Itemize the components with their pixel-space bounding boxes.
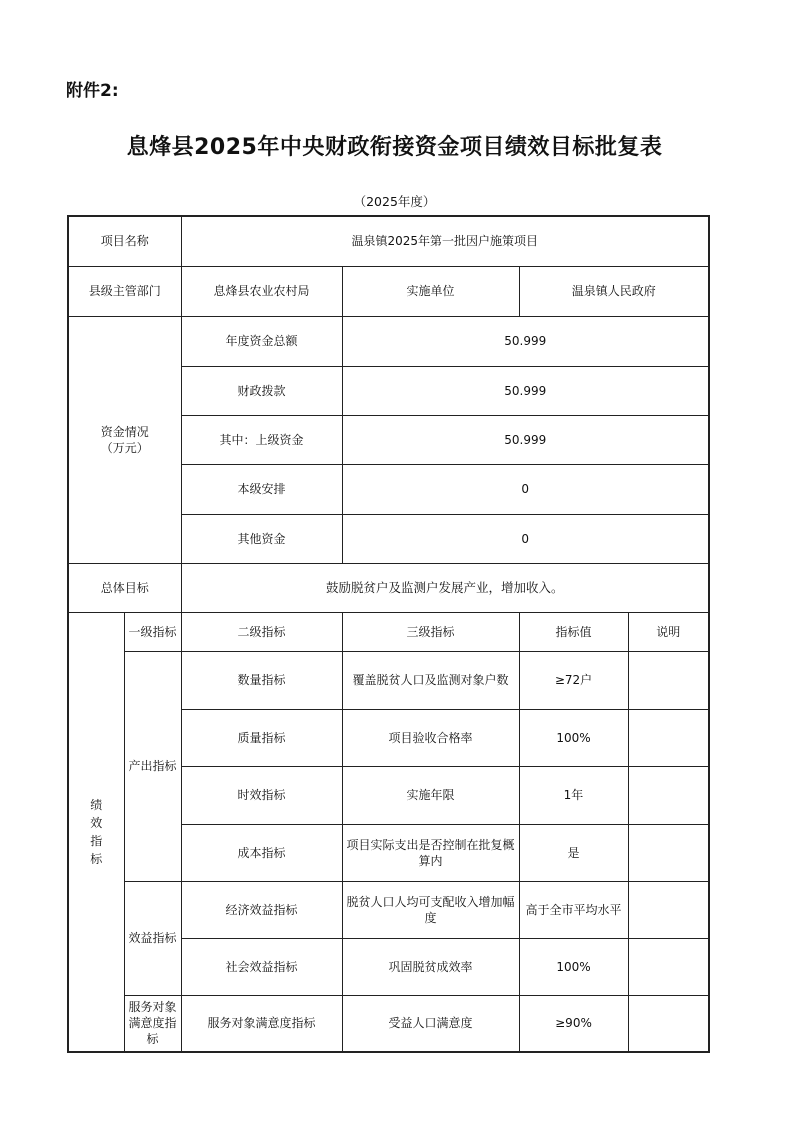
level3-cell: 覆盖脱贫人口及监测对象户数: [342, 651, 519, 709]
document-title: 息烽县2025年中央财政衔接资金项目绩效目标批复表: [126, 135, 663, 160]
overall-goal-row: [68, 563, 709, 612]
level2-cell: 经济效益指标: [181, 881, 342, 938]
indicator-value: ≥72户: [519, 651, 628, 709]
indicator-note: [628, 824, 709, 881]
implementing-unit-value: 温泉镇人民政府: [519, 266, 709, 316]
indicator-value: 1年: [519, 766, 628, 824]
fund-row-label: 其他资金: [181, 514, 342, 563]
overall-goal-value: 鼓励脱贫户及监测户发展产业，增加收入。: [181, 563, 709, 612]
indicator-value: 高于全市平均水平: [519, 881, 628, 938]
fund-row-label: 财政拨款: [181, 366, 342, 415]
fund-row-label: 年度资金总额: [181, 316, 342, 366]
implementing-unit-label: 实施单位: [342, 266, 519, 316]
level3-cell: 脱贫人口人均可支配收入增加幅度: [342, 881, 519, 938]
indicator-note: [628, 881, 709, 938]
performance-indicators-label: 绩效指标: [68, 612, 124, 1052]
fund-row-value: 50.999: [342, 366, 709, 415]
fiscal-year: （2025年度）: [353, 194, 436, 209]
indicator-note: [628, 766, 709, 824]
indicator-row: [68, 995, 709, 1052]
department-label: 县级主管部门: [68, 266, 181, 316]
level3-cell: 项目验收合格率: [342, 709, 519, 766]
attachment-label: 附件2:: [66, 81, 119, 101]
fund-row-label: 其中：上级资金: [181, 415, 342, 464]
overall-goal-label: 总体目标: [68, 563, 181, 612]
output-indicators-label: 产出指标: [124, 651, 181, 881]
fund-row-value: 0: [342, 514, 709, 563]
level3-cell: 实施年限: [342, 766, 519, 824]
project-name-value: 温泉镇2025年第一批因户施策项目: [181, 216, 709, 266]
indicator-value: 100%: [519, 938, 628, 995]
level3-cell: 受益人口满意度: [342, 995, 519, 1052]
value-header: 指标值: [519, 612, 628, 651]
level2-cell: 服务对象满意度指标: [181, 995, 342, 1052]
level3-header: 三级指标: [342, 612, 519, 651]
fund-row-value: 0: [342, 464, 709, 514]
level2-cell: 质量指标: [181, 709, 342, 766]
level3-cell: 巩固脱贫成效率: [342, 938, 519, 995]
level2-cell: 社会效益指标: [181, 938, 342, 995]
indicator-row: [68, 651, 709, 709]
indicator-value: ≥90%: [519, 995, 628, 1052]
department-value: 息烽县农业农村局: [181, 266, 342, 316]
department-row: [68, 266, 709, 316]
level1-header: 一级指标: [124, 612, 181, 651]
benefit-indicators-label: 效益指标: [124, 881, 181, 995]
indicator-value: 是: [519, 824, 628, 881]
indicator-note: [628, 709, 709, 766]
note-header: 说明: [628, 612, 709, 651]
indicator-note: [628, 995, 709, 1052]
project-name-label: 项目名称: [68, 216, 181, 266]
project-name-row: [68, 216, 709, 266]
indicator-header-row: [68, 612, 709, 651]
funds-label: 资金情况 （万元）: [68, 316, 181, 563]
fund-row-value: 50.999: [342, 316, 709, 366]
level2-cell: 时效指标: [181, 766, 342, 824]
fund-row-label: 本级安排: [181, 464, 342, 514]
level2-header: 二级指标: [181, 612, 342, 651]
fund-row: [68, 316, 709, 366]
indicator-value: 100%: [519, 709, 628, 766]
level2-cell: 成本指标: [181, 824, 342, 881]
indicator-note: [628, 938, 709, 995]
indicator-row: [68, 881, 709, 938]
satisfaction-indicators-label: 服务对象满意度指标: [124, 995, 181, 1052]
approval-table: [67, 215, 710, 1053]
fund-row-value: 50.999: [342, 415, 709, 464]
level2-cell: 数量指标: [181, 651, 342, 709]
level3-cell: 项目实际支出是否控制在批复概算内: [342, 824, 519, 881]
indicator-note: [628, 651, 709, 709]
